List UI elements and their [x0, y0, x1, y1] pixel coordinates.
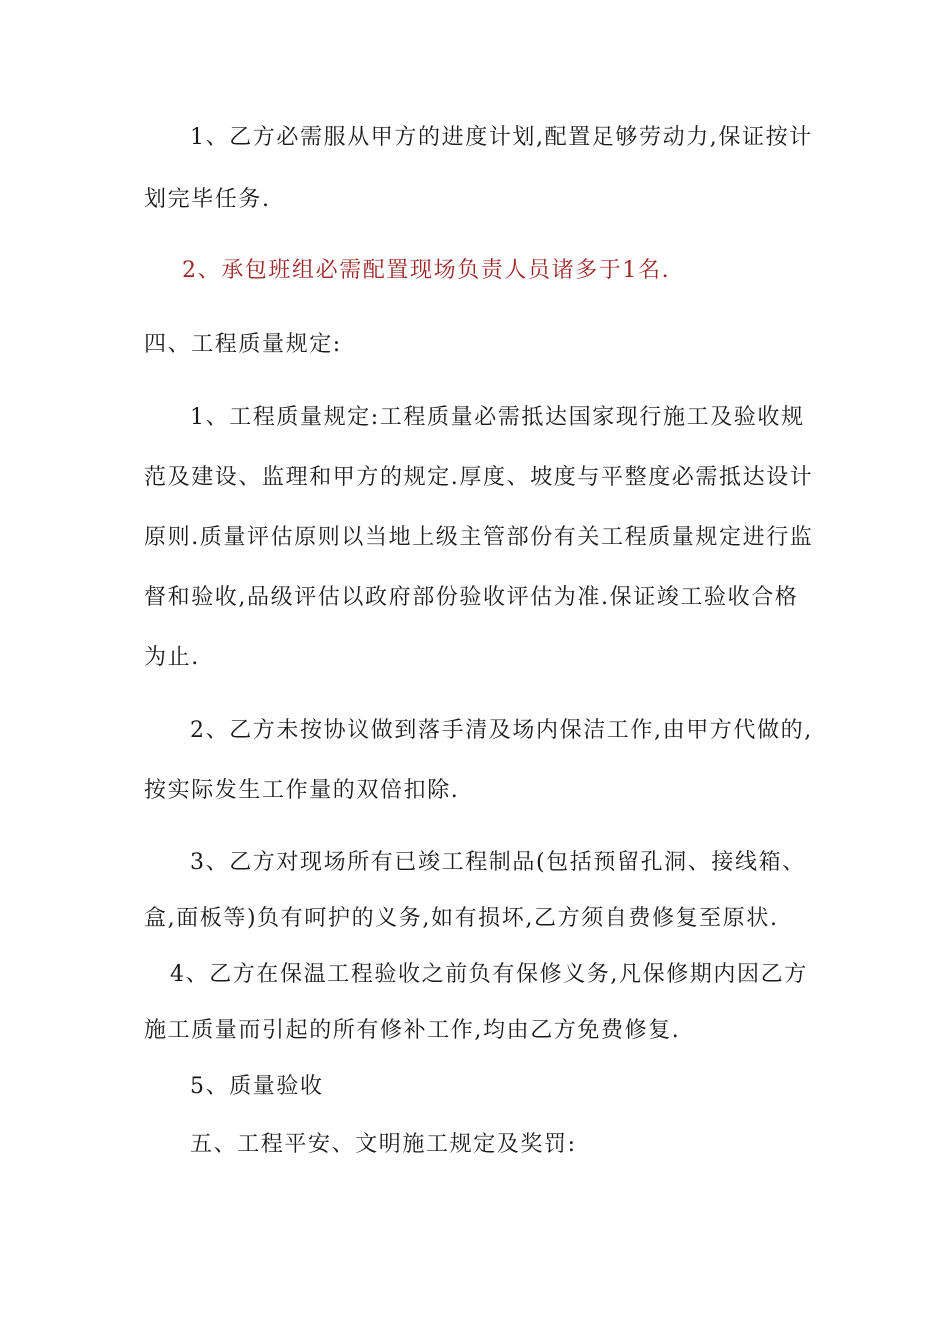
paragraph-1-line-1: 1、乙方必需服从甲方的进度计划,配置足够劳动力,保证按计: [190, 125, 813, 150]
section-heading-four: 四、工程质量规定:: [144, 332, 342, 357]
paragraph-3-line-3: 原则.质量评估原则以当地上级主管部份有关工程质量规定进行监: [144, 525, 814, 550]
paragraph-2-line-1: 2、承包班组必需配置现场负责人员诸多于1名.: [182, 258, 671, 283]
paragraph-3-line-4: 督和验收,品级评估以政府部份验收评估为准.保证竣工验收合格: [144, 585, 799, 610]
paragraph-4-line-2: 按实际发生工作量的双倍扣除.: [144, 778, 460, 803]
paragraph-3-line-2: 范及建设、监理和甲方的规定.厚度、坡度与平整度必需抵达设计: [144, 465, 814, 490]
paragraph-3-line-1: 1、工程质量规定:工程质量必需抵达国家现行施工及验收规: [190, 405, 805, 430]
paragraph-5-line-1: 3、乙方对现场所有已竣工程制品(包括预留孔洞、接线箱、: [190, 850, 806, 875]
paragraph-7-line-1: 5、质量验收: [190, 1074, 324, 1099]
paragraph-6-line-1: 4、乙方在保温工程验收之前负有保修义务,凡保修期内因乙方: [170, 962, 808, 987]
paragraph-6-line-2: 施工质量而引起的所有修补工作,均由乙方免费修复.: [144, 1018, 681, 1043]
section-heading-five: 五、工程平安、文明施工规定及奖罚:: [190, 1132, 577, 1157]
paragraph-5-line-2: 盒,面板等)负有呵护的义务,如有损坏,乙方须自费修复至原状.: [144, 906, 779, 931]
paragraph-3-line-5: 为止.: [144, 645, 200, 670]
paragraph-4-line-1: 2、乙方未按协议做到落手清及场内保洁工作,由甲方代做的,: [190, 718, 813, 743]
paragraph-1-line-2: 划完毕任务.: [144, 187, 271, 212]
